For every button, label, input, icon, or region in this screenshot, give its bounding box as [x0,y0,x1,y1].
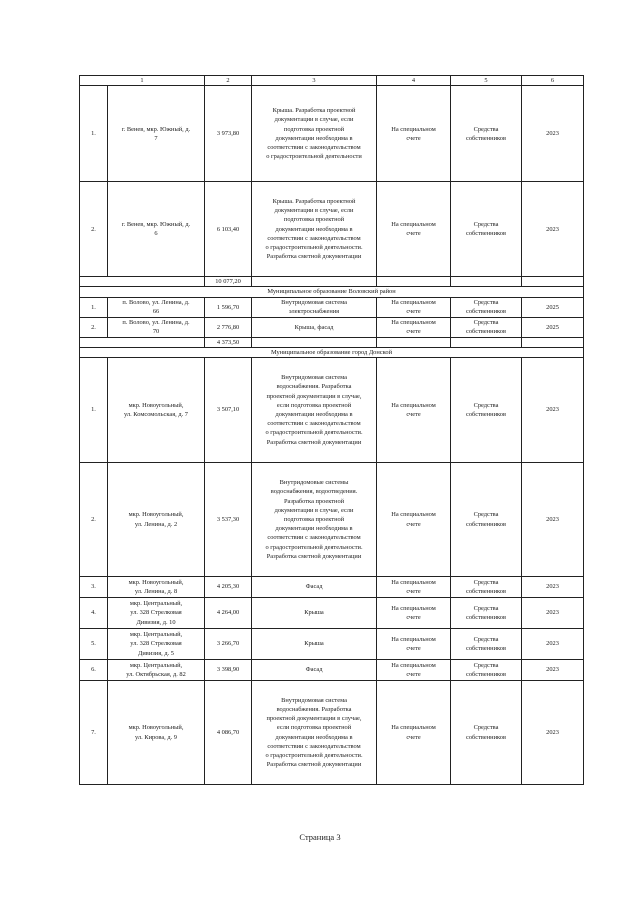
address-cell: мкр. Центральный, ул. Октябрьская, д. 82 [108,660,205,681]
section-header-row [80,287,584,297]
year-cell: 2025 [522,297,584,317]
area-cell: 3 537,30 [205,463,252,577]
table-row [80,297,584,317]
year-cell: 2023 [522,629,584,660]
account-cell: На специальном счете [377,358,451,463]
year-cell: 2023 [522,577,584,598]
address-cell: мкр. Центральный, ул. 328 Стрелковая Дивизия, д. 5 [108,629,205,660]
column-number-2: 2 [205,76,252,86]
funding-source-cell: Средства собственников [451,297,522,317]
work-type-cell: Внутридомовая система водоснабжения. Разработка проектной документации в случае, если подготовка проектной документации необходима в соответствии с законодательством о градостроительной деятельности. Разработка сметной документации [252,358,377,463]
area-cell: 6 103,40 [205,182,252,277]
funding-source-cell: Средства собственников [451,182,522,277]
subtotal-empty-cell [377,337,451,347]
year-cell: 2023 [522,358,584,463]
row-number: 1. [80,297,108,317]
funding-source-cell: Средства собственников [451,629,522,660]
year-cell: 2025 [522,317,584,337]
table-row [80,182,584,277]
page-number: Страница 3 [299,832,341,842]
funding-source-cell: Средства собственников [451,681,522,785]
table-row [80,317,584,337]
row-number: 1. [80,358,108,463]
area-cell: 3 973,80 [205,86,252,182]
funding-source-cell: Средства собственников [451,660,522,681]
row-number: 3. [80,577,108,598]
row-number: 1. [80,86,108,182]
account-cell: На специальном счете [377,660,451,681]
account-cell: На специальном счете [377,577,451,598]
table-row [80,577,584,598]
row-number: 6. [80,660,108,681]
table-row [80,463,584,577]
subtotal-row [80,277,584,287]
work-type-cell: Фасад [252,660,377,681]
work-type-cell: Крыша [252,629,377,660]
account-cell: На специальном счете [377,317,451,337]
subtotal-empty-cell [451,277,522,287]
account-cell: На специальном счете [377,681,451,785]
funding-source-cell: Средства собственников [451,358,522,463]
account-cell: На специальном счете [377,297,451,317]
table-row [80,629,584,660]
table-row [80,358,584,463]
table-row [80,86,584,182]
address-cell: п. Волово, ул. Ленина, д. 70 [108,317,205,337]
subtotal-empty-cell [80,277,205,287]
subtotal-empty-cell [451,337,522,347]
funding-source-cell: Средства собственников [451,598,522,629]
account-cell: На специальном счете [377,598,451,629]
year-cell: 2023 [522,598,584,629]
row-number: 2. [80,317,108,337]
subtotal-empty-cell [522,337,584,347]
year-cell: 2023 [522,463,584,577]
area-cell: 4 205,30 [205,577,252,598]
work-type-cell: Крыша [252,598,377,629]
subtotal-empty-cell [252,337,377,347]
row-number: 2. [80,463,108,577]
area-cell: 2 776,80 [205,317,252,337]
column-number-6: 6 [522,76,584,86]
work-type-cell: Фасад [252,577,377,598]
table-body [80,76,584,785]
subtotal-empty-cell [522,277,584,287]
work-type-cell: Внутридомовая система водоснабжения. Разработка проектной документации в случае, если подготовка проектной документации необходима в соответствии с законодательством о градостроительной деятельности. Разработка сметной документации [252,681,377,785]
area-cell: 3 266,70 [205,629,252,660]
subtotal-empty-cell [80,337,205,347]
work-type-cell: Крыша, фасад [252,317,377,337]
address-cell: г. Венев, мкр. Южный, д. 7 [108,86,205,182]
address-cell: мкр. Новоугольный, ул. Комсомольская, д. 7 [108,358,205,463]
year-cell: 2023 [522,182,584,277]
row-number: 5. [80,629,108,660]
table-row [80,598,584,629]
subtotal-area-cell: 10 077,20 [205,277,252,287]
funding-source-cell: Средства собственников [451,463,522,577]
year-cell: 2023 [522,660,584,681]
address-cell: мкр. Новоугольный, ул. Ленина, д. 8 [108,577,205,598]
row-number: 4. [80,598,108,629]
area-cell: 1 596,70 [205,297,252,317]
area-cell: 4 086,70 [205,681,252,785]
capital-repair-table [79,75,584,785]
column-number-5: 5 [451,76,522,86]
work-type-cell: Внутридомовые системы водоснабжения, водоотведения. Разработка проектной документации в случае, если подготовка проектной документации необходима в соответствии с законодательством о градостроительной деятельности. Разработка сметной документации [252,463,377,577]
subtotal-area-cell: 4 373,50 [205,337,252,347]
account-cell: На специальном счете [377,629,451,660]
account-cell: На специальном счете [377,86,451,182]
address-cell: мкр. Новоугольный, ул. Кирова, д. 9 [108,681,205,785]
area-cell: 3 398,90 [205,660,252,681]
work-type-cell: Крыша. Разработка проектной документации в случае, если подготовка проектной документации необходима в соответствии с законодательством о градостроительной деятельности. Разработка сметной документации [252,182,377,277]
area-cell: 3 507,10 [205,358,252,463]
column-number-3: 3 [252,76,377,86]
account-cell: На специальном счете [377,182,451,277]
row-number: 7. [80,681,108,785]
subtotal-empty-cell [252,277,377,287]
address-cell: г. Венев, мкр. Южный, д. 6 [108,182,205,277]
column-number-row [80,76,584,86]
column-number-1: 1 [80,76,205,86]
work-type-cell: Крыша. Разработка проектной документации в случае, если подготовка проектной документации необходима в соответствии с законодательством о градостроительной деятельности [252,86,377,182]
area-cell: 4 264,00 [205,598,252,629]
address-cell: п. Волово, ул. Ленина, д. 66 [108,297,205,317]
section-header-row [80,347,584,357]
table-row [80,681,584,785]
municipality-title: Муниципальное образование город Донской [80,347,584,357]
account-cell: На специальном счете [377,463,451,577]
subtotal-empty-cell [377,277,451,287]
funding-source-cell: Средства собственников [451,86,522,182]
work-type-cell: Внутридомовая система электроснабжения [252,297,377,317]
year-cell: 2023 [522,681,584,785]
table-row [80,660,584,681]
row-number: 2. [80,182,108,277]
address-cell: мкр. Новоугольный, ул. Ленина, д. 2 [108,463,205,577]
subtotal-row [80,337,584,347]
funding-source-cell: Средства собственников [451,577,522,598]
address-cell: мкр. Центральный, ул. 328 Стрелковая Дивизия, д. 10 [108,598,205,629]
column-number-4: 4 [377,76,451,86]
year-cell: 2023 [522,86,584,182]
municipality-title: Муниципальное образование Воловский район [80,287,584,297]
funding-source-cell: Средства собственников [451,317,522,337]
